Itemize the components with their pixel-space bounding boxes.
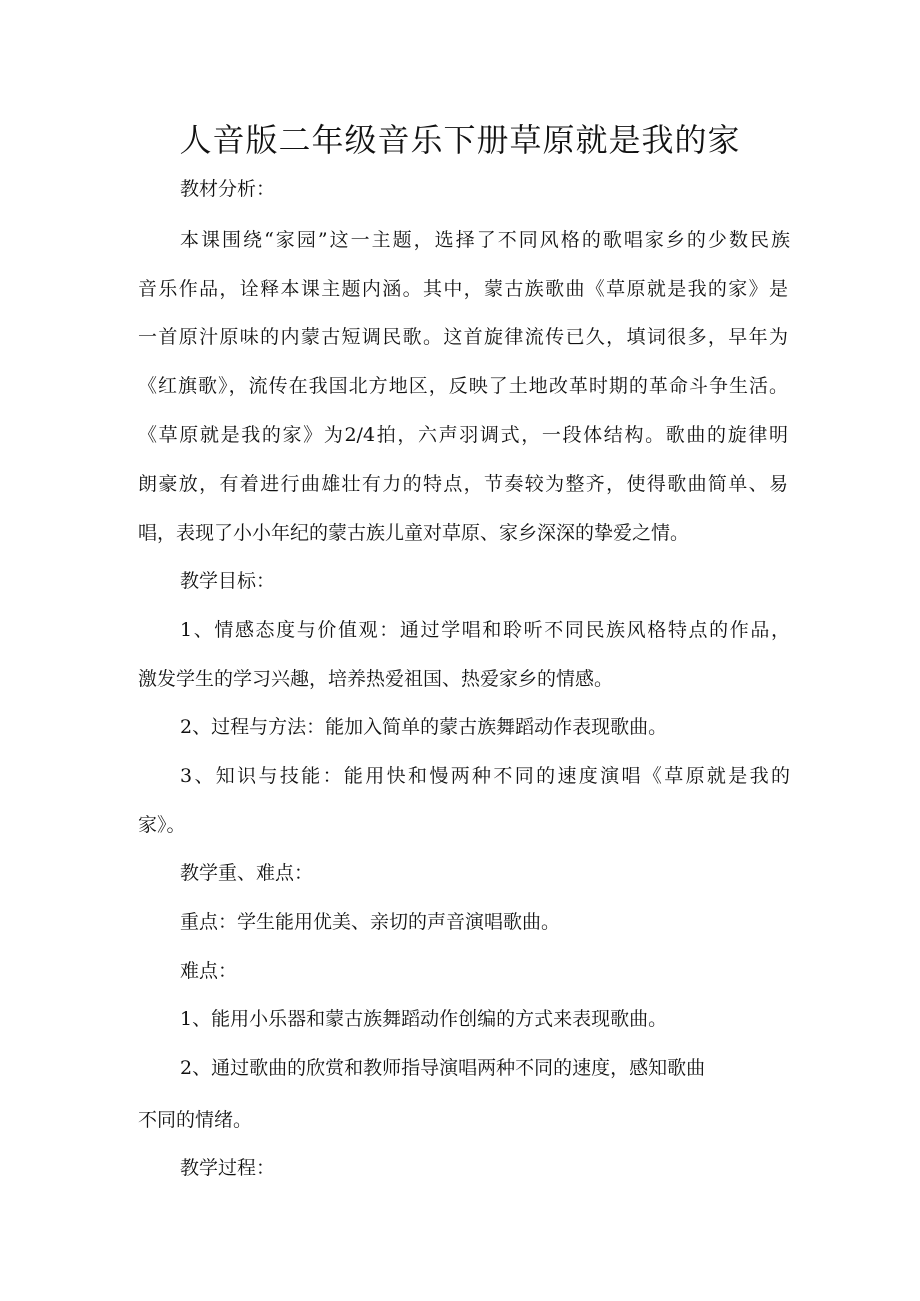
list-item: 2、通过歌曲的欣赏和教师指导演唱两种不同的速度，感知歌曲 [180, 1057, 706, 1079]
list-item: 1、能用小乐器和蒙古族舞蹈动作创编的方式来表现歌曲。 [180, 1008, 668, 1030]
document-title: 人音版二年级音乐下册草原就是我的家 [179, 121, 741, 159]
paragraph-line: 一首原汁原味的内蒙古短调民歌。这首旋律流传已久，填词很多，早年为 [138, 326, 788, 348]
paragraph-line: 《草原就是我的家》为2/4拍，六声羽调式，一段体结构。歌曲的旋律明 [138, 424, 788, 446]
key-point: 重点：学生能用优美、亲切的声音演唱歌曲。 [180, 911, 561, 933]
list-item-continuation: 激发学生的学习兴趣，培养热爱祖国、热爱家乡的情感。 [138, 668, 614, 690]
paragraph-line: 《红旗歌》，流传在我国北方地区，反映了土地改革时期的革命斗争生活。 [138, 375, 788, 397]
list-item-continuation: 不同的情绪。 [138, 1109, 253, 1131]
list-item: 1、情感态度与价值观：通过学唱和聆听不同民族风格特点的作品， [180, 619, 790, 641]
list-item-continuation: 家》。 [138, 814, 186, 836]
paragraph-line: 唱，表现了小小年纪的蒙古族儿童对草原、家乡深深的挚爱之情。 [138, 522, 690, 544]
paragraph-line: 朗豪放，有着进行曲雄壮有力的特点，节奏较为整齐，使得歌曲简单、易 [138, 473, 788, 495]
list-item: 3、知识与技能：能用快和慢两种不同的速度演唱《草原就是我的 [180, 765, 790, 787]
heading-textbook-analysis: 教材分析： [180, 178, 276, 200]
paragraph-line: 音乐作品，诠释本课主题内涵。其中，蒙古族歌曲《草原就是我的家》是 [138, 278, 788, 300]
difficult-point-label: 难点： [180, 960, 238, 982]
list-item: 2、过程与方法：能加入简单的蒙古族舞蹈动作表现歌曲。 [180, 716, 668, 738]
heading-teaching-process: 教学过程： [180, 1157, 276, 1179]
heading-key-difficult-points: 教学重、难点： [180, 862, 314, 884]
heading-teaching-goals: 教学目标： [180, 570, 276, 592]
paragraph-line: 本课围绕“家园”这一主题，选择了不同风格的歌唱家乡的少数民族 [180, 229, 790, 251]
